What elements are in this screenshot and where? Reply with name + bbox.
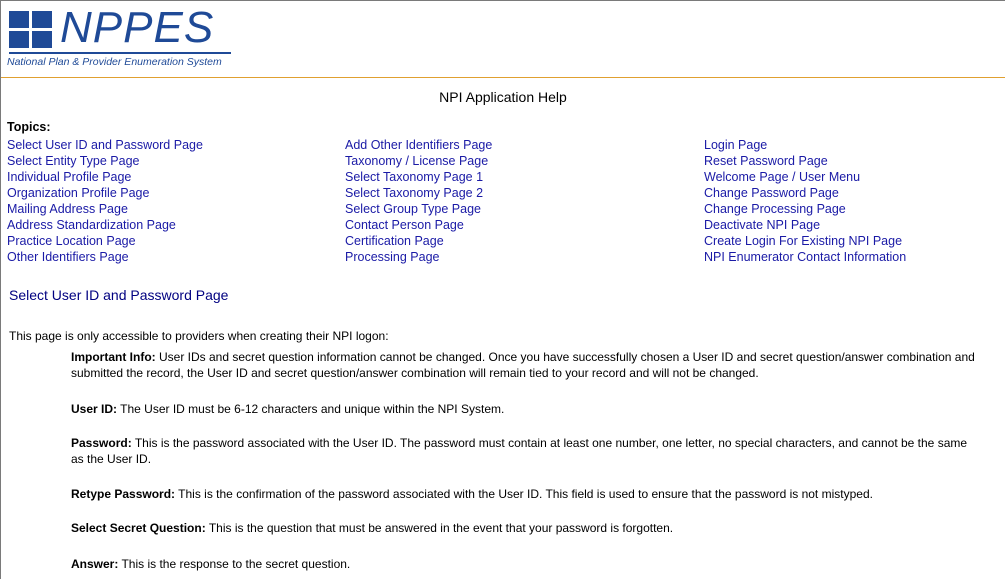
- topic-link[interactable]: Create Login For Existing NPI Page: [704, 234, 903, 248]
- field-text: This is the response to the secret question.: [121, 557, 351, 571]
- section-title: Select User ID and Password Page: [9, 287, 229, 303]
- header-divider: [1, 77, 1005, 78]
- topic-link[interactable]: Practice Location Page: [7, 234, 136, 248]
- field-description-item: [71, 486, 983, 502]
- field-label: Answer:: [71, 557, 119, 571]
- topic-link[interactable]: Select Group Type Page: [345, 202, 481, 216]
- topic-link[interactable]: Other Identifiers Page: [7, 250, 129, 264]
- field-label: Retype Password:: [71, 487, 176, 501]
- field-text: This is the confirmation of the password associated with the User ID. This field is used to ensure that the password is not mistyped.: [178, 487, 873, 501]
- topic-link[interactable]: Select Entity Type Page: [7, 154, 140, 168]
- nppes-logo-icon: [9, 11, 55, 49]
- topic-link[interactable]: Certification Page: [345, 234, 444, 248]
- field-label: Password:: [71, 436, 132, 450]
- topic-link[interactable]: Add Other Identifiers Page: [345, 138, 493, 152]
- topics-column-2: [345, 137, 492, 265]
- topics-column-1: [7, 137, 203, 265]
- topic-link[interactable]: Contact Person Page: [345, 218, 464, 232]
- topic-link[interactable]: Deactivate NPI Page: [704, 218, 821, 232]
- field-description-item: [71, 349, 983, 381]
- topic-link[interactable]: Mailing Address Page: [7, 202, 128, 216]
- topic-link[interactable]: Welcome Page / User Menu: [704, 170, 861, 184]
- field-description-item: [71, 556, 983, 572]
- topics-column-3: [704, 137, 906, 265]
- topic-link[interactable]: Organization Profile Page: [7, 186, 150, 200]
- field-description-item: [71, 435, 983, 467]
- topics-heading: Topics:: [7, 120, 51, 134]
- topic-link[interactable]: Select User ID and Password Page: [7, 138, 203, 152]
- field-text: User IDs and secret question information cannot be changed. Once you have successfully chosen a User ID and secret question/answer combination and submitted the record, the User ID and secret question/answer combination will remain tied to your record and will not be changed.: [71, 350, 975, 380]
- topic-link[interactable]: Select Taxonomy Page 2: [345, 186, 484, 200]
- topic-link[interactable]: NPI Enumerator Contact Information: [704, 250, 907, 264]
- site-header: [5, 5, 235, 71]
- topic-link[interactable]: Address Standardization Page: [7, 218, 176, 232]
- logo-tagline: National Plan & Provider Enumeration System: [7, 56, 222, 68]
- topic-link[interactable]: Change Processing Page: [704, 202, 846, 216]
- logo-wordmark: NPPES: [60, 3, 215, 52]
- topic-link[interactable]: Login Page: [704, 138, 768, 152]
- field-description-item: [71, 520, 983, 536]
- topic-link[interactable]: Change Password Page: [704, 186, 839, 200]
- field-label: User ID:: [71, 402, 118, 416]
- section-intro: This page is only accessible to providers when creating their NPI logon:: [9, 329, 389, 343]
- topic-link[interactable]: Reset Password Page: [704, 154, 828, 168]
- topic-link[interactable]: Select Taxonomy Page 1: [345, 170, 484, 184]
- topic-link[interactable]: Processing Page: [345, 250, 440, 264]
- page-title: NPI Application Help: [439, 89, 567, 105]
- logo-underline: [9, 52, 231, 54]
- topic-link[interactable]: Taxonomy / License Page: [345, 154, 489, 168]
- field-description-item: [71, 401, 983, 417]
- field-label: Important Info:: [71, 350, 156, 364]
- topic-link[interactable]: Individual Profile Page: [7, 170, 132, 184]
- field-text: This is the question that must be answered in the event that your password is forgotten.: [208, 521, 674, 535]
- field-text: The User ID must be 6-12 characters and unique within the NPI System.: [120, 402, 505, 416]
- field-text: This is the password associated with the User ID. The password must contain at least one number, one letter, no special characters, and cannot be the same as the User ID.: [71, 436, 968, 466]
- field-label: Select Secret Question:: [71, 521, 206, 535]
